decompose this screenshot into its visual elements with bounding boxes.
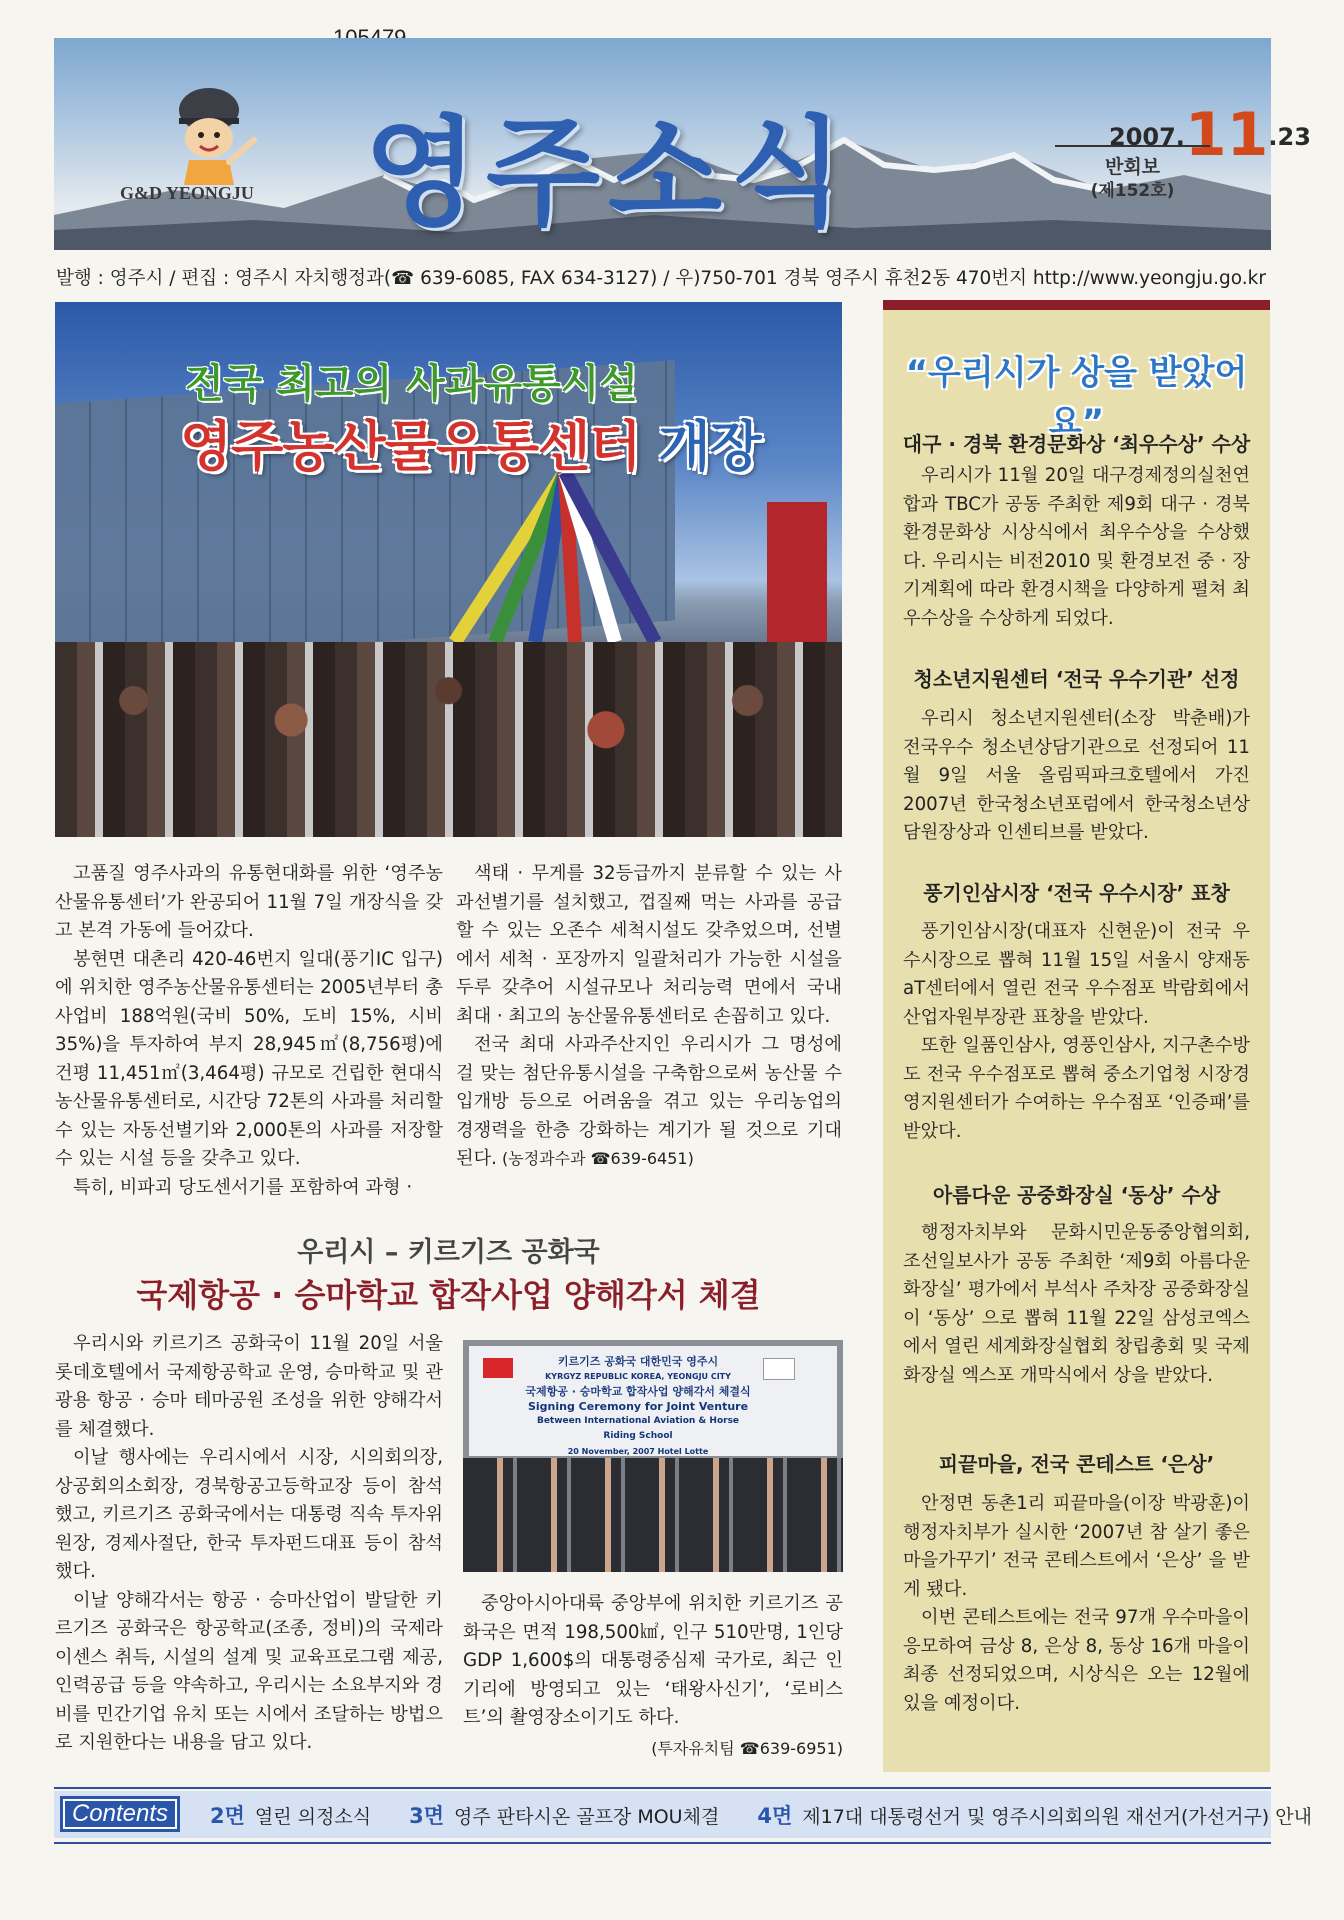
contents-page-4[interactable]: 4면 [757, 1804, 793, 1828]
article1-headline [180, 404, 761, 481]
delegates-group [463, 1458, 843, 1572]
distribution-center-photo [55, 302, 842, 837]
paragraph: 중앙아시아대륙 중앙부에 위치한 키르기즈 공화국은 면적 198,500㎢, 인구 510만명, 1인당 GDP 1,600$의 대통령중심제 국가로, 최근 인기리에 방영되고 있는 ‘태왕사신기’, ‘로비스트’의 촬영장소이기도 하다. [463, 1593, 843, 1728]
headline-accent: 개장 [658, 415, 761, 478]
issue-frequency: 반회보 [1104, 156, 1161, 178]
contents-item-4[interactable]: 제17대 대통령선거 및 영주시의회의원 재선거(가선거구) 안내 [802, 1806, 1312, 1828]
paragraph [456, 1031, 842, 1174]
kyrgyz-flag-icon [483, 1358, 513, 1378]
sidebar-text: 안정면 동촌1리 피끝마을(이장 박광훈)이 행정자치부가 실시한 ‘2007년 참 살기 좋은 마을가꾸기’ 전국 콘테스트에서 ‘은상’ 을 받게 됐다. 이번 콘테스트에는 전국 97개 우수마을이 응모하여 금상 8, 은상 8, 동상 16개 마을이 최종 선정되었으며, 시상식은 오는 12월에 있을 예정이다. [903, 1493, 1250, 1714]
sidebar-text: 행정자치부와 문화시민운동중앙협의회, 조선일보사가 공동 주최한 ‘제9회 아름다운 화장실’ 평가에서 부석사 주차장 공중화장실이 ‘동상’ 으로 뽑혀 11월 22일 삼성코엑스에서 열린 세계화장실협회 창립총회 및 국제화장실 엑스포 개막식에서 상을 받았다. [903, 1222, 1250, 1386]
paragraph: 이날 행사에는 우리시에서 시장, 시의회의장, 상공회의소회장, 경북항공고등학교장 등이 참석했고, 키르기즈 공화국에서는 대통령 직속 투자위원장, 경제사절단, 한국 투자펀드대표 등이 참석했다. [55, 1447, 443, 1582]
article1-subtitle: 전국 최고의 사과유통시설 [185, 361, 638, 407]
brand-logo: G&D YEONGJU [120, 183, 254, 203]
sidebar-text: 우리시가 11월 20일 대구경제정의실천연합과 TBC가 공동 주최한 제9회 대구 · 경북환경문화상 시상식에서 최우수상을 수상했다. 우리시는 비전2010 및 환경보전 중 · 장기계획에 따라 환경시책을 다양하게 펼쳐 최우수상을 수상하게 되었다. [903, 465, 1250, 629]
paragraph: 고품질 영주사과의 유통현대화를 위한 ‘영주농산물유통센터’가 완공되어 11월 7일 개장식을 갖고 본격 가동에 들어갔다. [55, 863, 443, 941]
article2-credit: (투자유치팀 ☎639-6951) [651, 1739, 843, 1758]
article2-column-2 [463, 1590, 843, 1733]
paragraph: 이날 양해각서는 항공 · 승마산업이 발달한 키르기즈 공화국은 항공학교(조종, 정비)의 국제라이센스 취득, 시설의 설계 및 교육프로그램 제공, 인력공급 등을 약속하고, 우리시는 소요부지와 경비를 민간기업 유치 또는 시에서 조달하는 방법으로 지원한다는 내용을 담고 있다. [55, 1589, 443, 1753]
ceremony-ribbons [435, 472, 695, 642]
issue-month: 11 [1184, 100, 1269, 170]
contents-label: Contents [60, 1796, 180, 1832]
paragraph-text: 전국 최대 사과주산지인 우리시가 그 명성에 걸 맞는 첨단유통시설을 구축함으로써 농산물 수입개방 등으로 어려움을 겪고 있는 우리농업의 경쟁력을 한층 강화하는 계기가 될 것으로 기대된다. [456, 1034, 842, 1169]
footer-rule-bottom [54, 1842, 1271, 1844]
date-divider [1055, 145, 1210, 147]
issue-number: (제152호) [1090, 181, 1175, 201]
sidebar-heading: 풍기인삼시장 ‘전국 우수시장’ 표창 [923, 881, 1230, 905]
paragraph: 특히, 비파괴 당도센서기를 포함하여 과형 · [73, 1176, 413, 1198]
contents-item-3[interactable]: 영주 판타시온 골프장 MOU체결 [454, 1806, 720, 1828]
headline-main: 영주농산물유통센터 [180, 415, 659, 478]
yeongju-flag-icon [763, 1358, 795, 1380]
sidebar-heading: 피끝마을, 전국 콘테스트 ‘은상’ [938, 1452, 1215, 1476]
masthead [54, 38, 1311, 250]
article1-column-2 [456, 860, 842, 1174]
issue-year: 2007. [1109, 123, 1185, 151]
sidebar-heading: 대구 · 경북 환경문화상 ‘최우수상’ 수상 [902, 432, 1251, 456]
paragraph: 색태 · 무게를 32등급까지 분류할 수 있는 사과선별기를 설치했고, 껍질째 먹는 사과를 공급할 수 있는 오존수 세척시설도 갖추었으며, 선별에서 세척 · 포장까지 일괄처리가 가능한 시설을 두루 갖추어 시설규모나 처리능력 면에서 국내 최대 · 최고의 농산물유통센터로 손꼽히고 있다. [456, 863, 842, 1027]
sidebar-text: 우리시 청소년지원센터(소장 박춘배)가 전국우수 청소년상담기관으로 선정되어 11월 9일 서울 올림픽파크호텔에서 가진 2007년 한국청소년포럼에서 한국청소년상담원장상과 인센티브를 받았다. [903, 708, 1250, 843]
publication-info: 발행 : 영주시 / 편집 : 영주시 자치행정과(☎ 639-6085, FAX 634-3127) / 우)750-701 경북 영주시 휴천2동 470번지 http://www.yeongju.go.kr [56, 268, 1266, 289]
banner-text: 키르기즈 공화국 대한민국 영주시 KYRGYZ REPUBLIC KOREA, YEONGJU CITY 국제항공 · 승마학교 합작사업 양해각서 체결식 Signing Ceremony for Joint Venture Between International Aviation & Horse Riding School 20 November, 2007 Hotel Lotte [525, 1355, 751, 1456]
issue-day: .23 [1268, 123, 1311, 151]
paragraph: 봉현면 대촌리 420-46번지 일대(풍기IC 입구)에 위치한 영주농산물유통센터는 2005년부터 총사업비 188억원(국비 50%, 도비 15%, 시비 35%)을 투자하여 부지 28,945㎡(8,756평)에 건평 11,451㎡(3,464평) 규모로 건립한 현대식 농산물유통센터로, 시간당 72톤의 사과를 처리할 수 있는 자동선별기와 2,000톤의 사과를 저장할 수 있는 시설 등을 갖추고 있다. [55, 948, 443, 1169]
contents-item-2[interactable]: 열린 의정소식 [254, 1806, 372, 1828]
signing-ceremony-photo [463, 1340, 843, 1572]
sidebar-heading: 청소년지원센터 ‘전국 우수기관’ 선정 [913, 667, 1240, 691]
sidebar-title: “우리시가 상을 받았어요” [905, 353, 1248, 442]
paragraph: 우리시와 키르기즈 공화국이 11월 20일 서울 롯데호텔에서 국제항공학교 운영, 승마학교 및 관광용 항공 · 승마 테마공원 조성을 위한 양해각서를 체결했다. [55, 1333, 443, 1440]
sidebar-text: 풍기인삼시장(대표자 신현운)이 전국 우수시장으로 뽑혀 11월 15일 서울시 양재동 aT센터에서 열린 전국 우수점포 박람회에서 산업자원부장관 표창을 받았다. 또한 일품인삼사, 영풍인삼사, 지구촌수방도 전국 우수점포로 뽑혀 중소기업청 시장경영지원센터가 수여하는 우수점포 ‘인증패’를 받았다. [903, 921, 1250, 1142]
newsletter-title: 영주소식 [364, 104, 852, 242]
audience-crowd [55, 642, 842, 837]
footer-rule-top [54, 1787, 1271, 1789]
contents-list [210, 1800, 1344, 1830]
sidebar-heading: 아름다운 공중화장실 ‘동상’ 수상 [932, 1183, 1221, 1207]
contents-page-3[interactable]: 3면 [409, 1804, 445, 1828]
article2-column-1 [55, 1330, 443, 1758]
article2-headline: 국제항공 · 승마학교 합작사업 양해각서 체결 [136, 1276, 761, 1314]
red-sign-tower [767, 502, 827, 652]
article1-credit: (농정과수과 ☎639-6451) [496, 1149, 694, 1168]
contents-page-2[interactable]: 2면 [210, 1804, 245, 1828]
article2-subtitle: 우리시 – 키르기즈 공화국 [297, 1237, 600, 1268]
article1-column-1 [55, 860, 443, 1202]
mascot-icon [164, 80, 264, 190]
